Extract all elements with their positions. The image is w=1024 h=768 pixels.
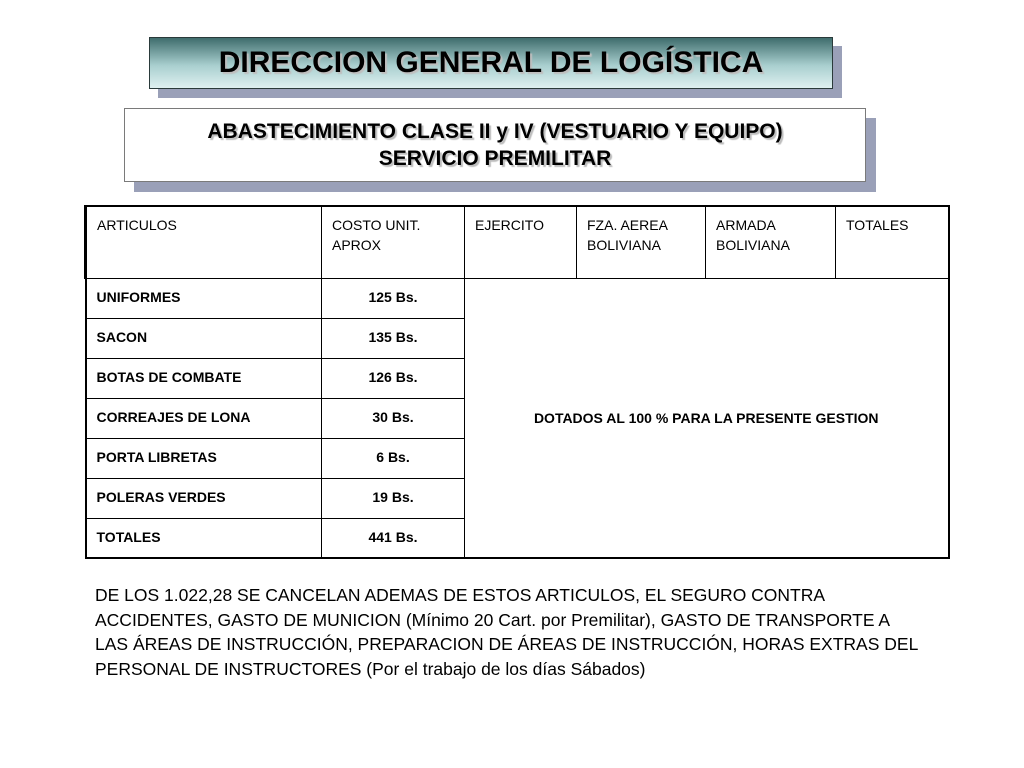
cell-articulo: UNIFORMES (86, 278, 322, 318)
header-ejercito: EJERCITO (465, 206, 577, 278)
cell-articulo: PORTA LIBRETAS (86, 438, 322, 478)
footnote-text: DE LOS 1.022,28 SE CANCELAN ADEMAS DE ESTOS ARTICULOS, EL SEGURO CONTRA ACCIDENTES, GASTO DE MUNICION (Mínimo 20 Cart. por Premilitar), GASTO DE TRANSPORTE A LAS ÁREAS DE INSTRUCCIÓN, PREPARACION DE ÁREAS DE INSTRUCCIÓN, HORAS EXTRAS DEL PERSONAL DE INSTRUCTORES (Por el trabajo de los días Sábados) (95, 585, 918, 679)
cell-articulo: CORREAJES DE LONA (86, 398, 322, 438)
subtitle-line-1: ABASTECIMIENTO CLASE II y IV (VESTUARIO Y EQUIPO) (207, 120, 783, 143)
cell-costo: 126 Bs. (322, 358, 465, 398)
merged-status-cell: DOTADOS AL 100 % PARA LA PRESENTE GESTION (465, 278, 949, 558)
supply-table (84, 205, 950, 559)
cell-articulo: BOTAS DE COMBATE (86, 358, 322, 398)
header-fza-aerea: FZA. AEREA BOLIVIANA (577, 206, 706, 278)
subtitle-line-2: SERVICIO PREMILITAR (378, 147, 612, 170)
subtitle-box (124, 108, 866, 182)
table-row (86, 278, 949, 318)
header-costo-unit: COSTO UNIT. APROX (322, 206, 465, 278)
cell-costo: 19 Bs. (322, 478, 465, 518)
title-box (149, 37, 833, 89)
cell-articulo: TOTALES (86, 518, 322, 558)
header-articulos: ARTICULOS (86, 206, 322, 278)
cell-costo: 6 Bs. (322, 438, 465, 478)
cell-costo: 125 Bs. (322, 278, 465, 318)
cell-costo: 441 Bs. (322, 518, 465, 558)
header-armada: ARMADA BOLIVIANA (706, 206, 836, 278)
cell-articulo: SACON (86, 318, 322, 358)
page-title: DIRECCION GENERAL DE LOGÍSTICA (218, 46, 764, 79)
cell-articulo: POLERAS VERDES (86, 478, 322, 518)
header-totales: TOTALES (836, 206, 949, 278)
cell-costo: 30 Bs. (322, 398, 465, 438)
cell-costo: 135 Bs. (322, 318, 465, 358)
table-header-row (86, 206, 949, 278)
